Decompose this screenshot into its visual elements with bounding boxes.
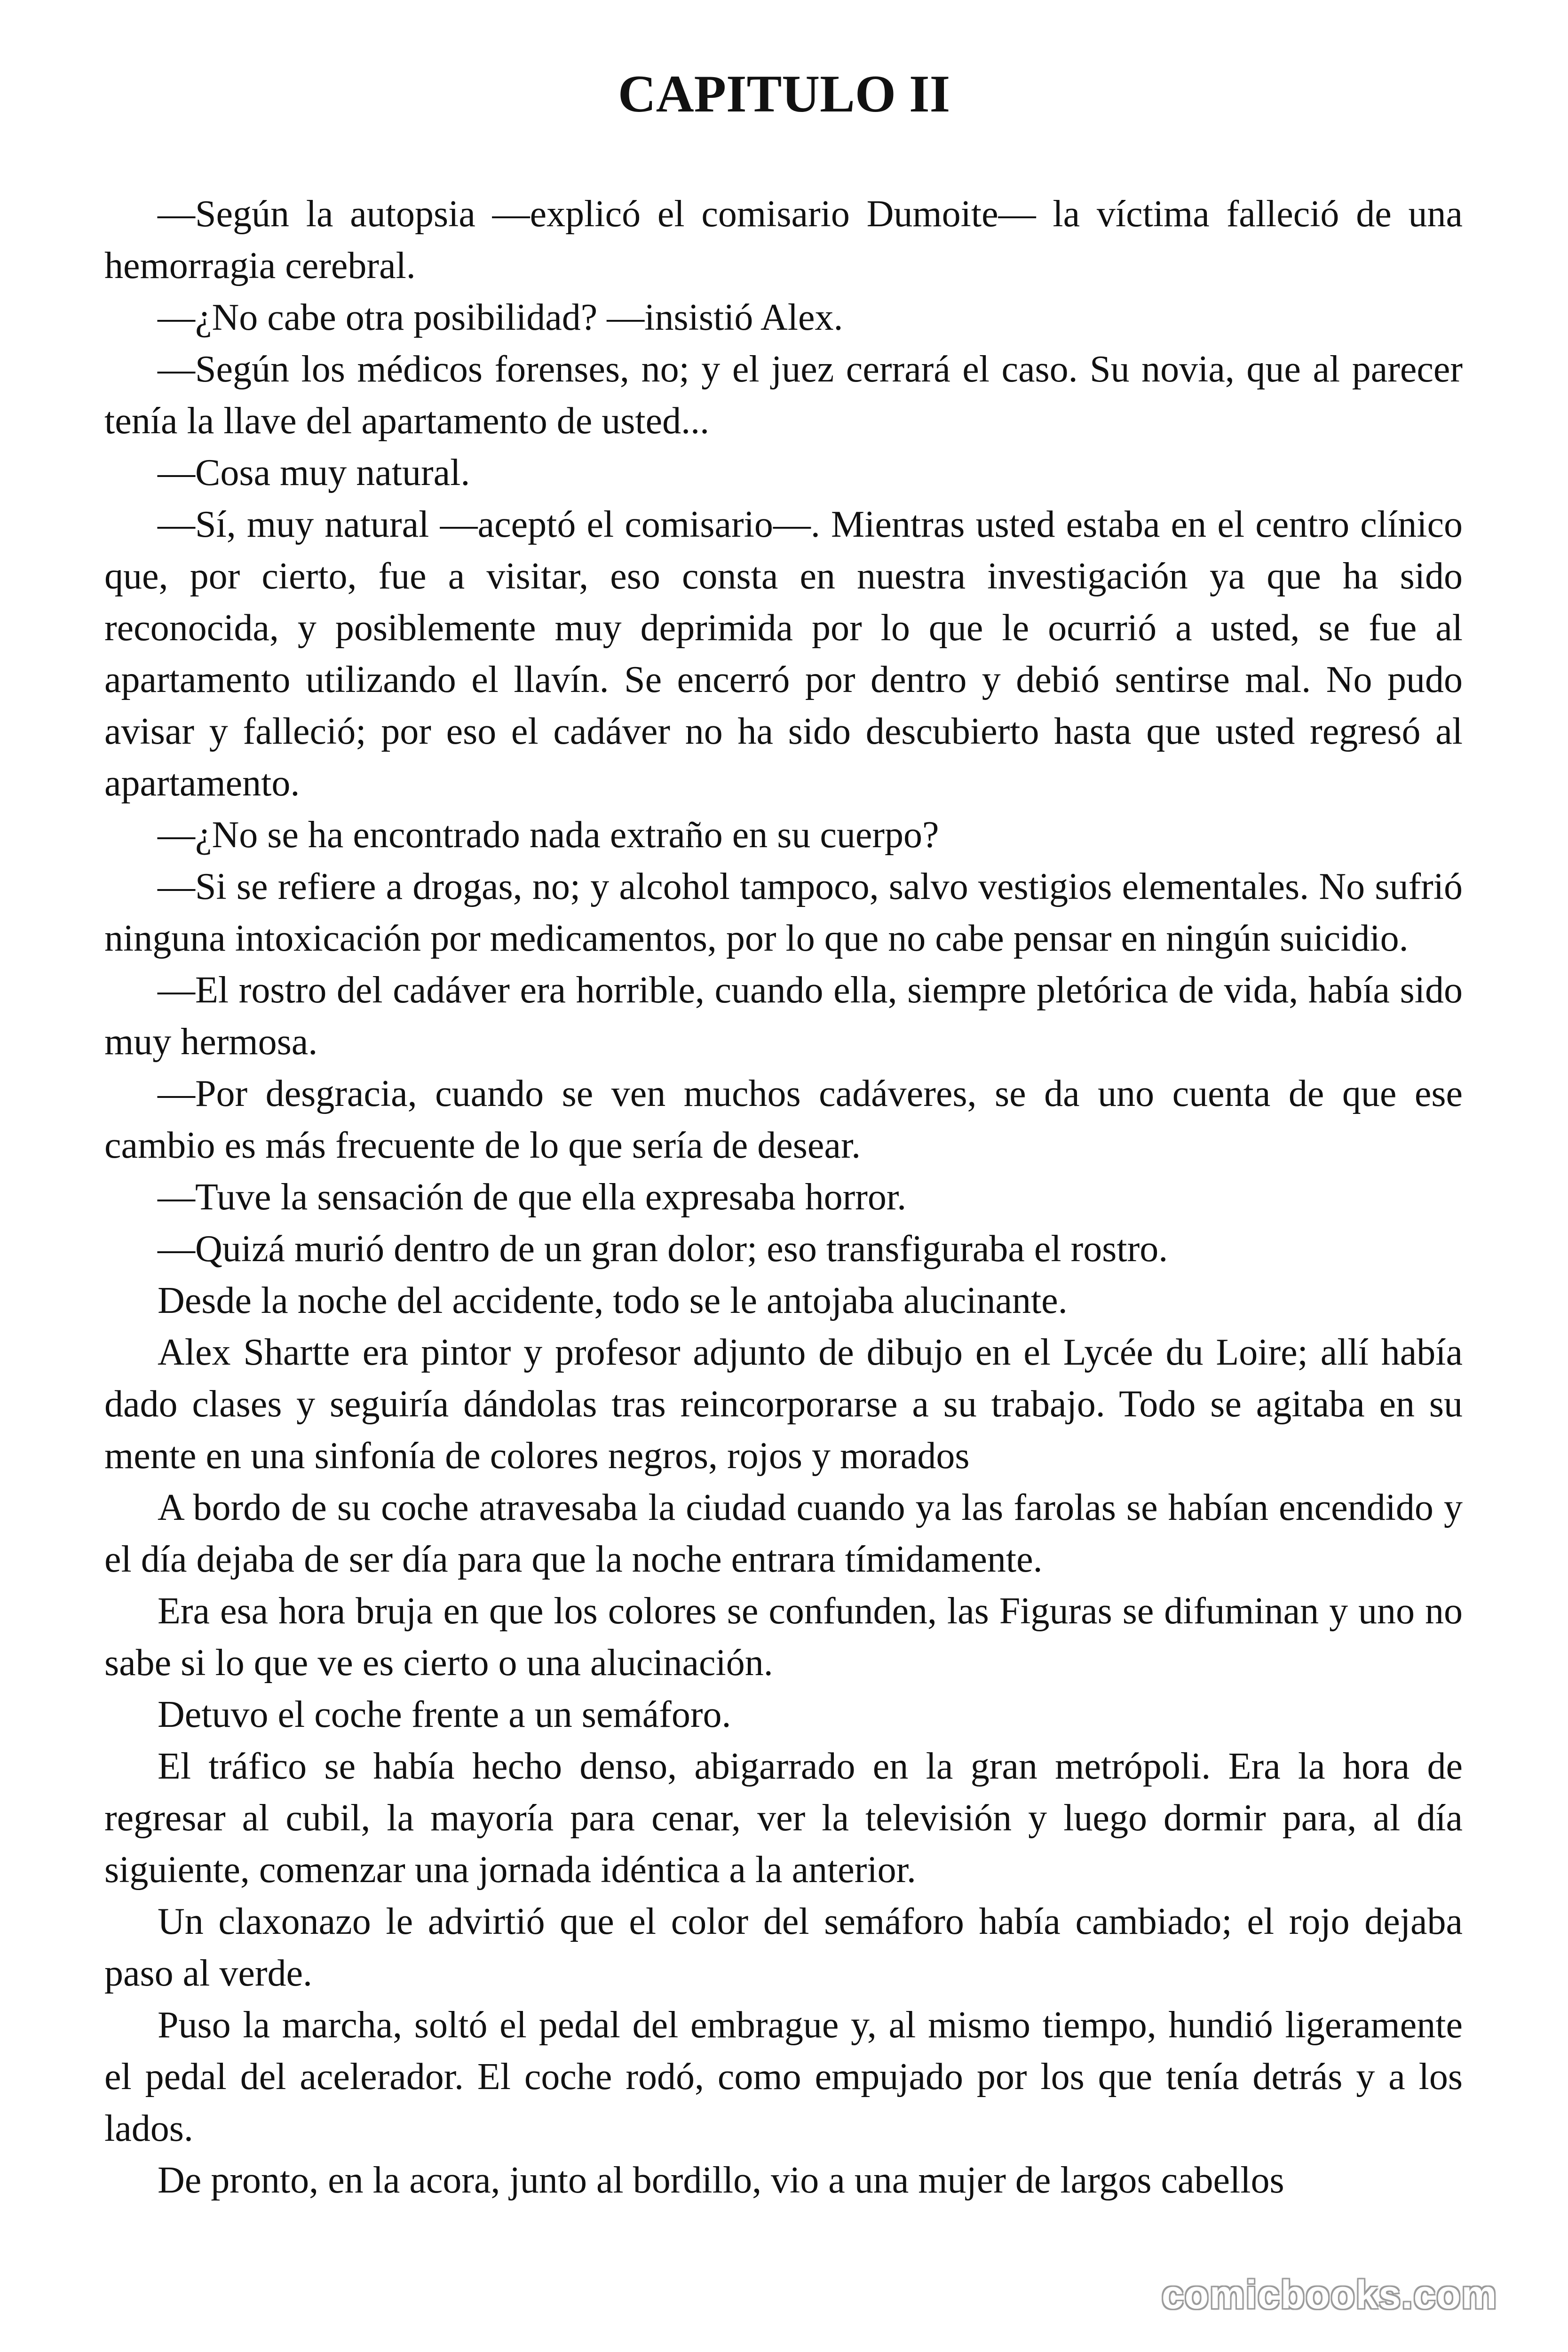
paragraph: El tráfico se había hecho denso, abigarrado en la gran metrópoli. Era la hora de regresar al cubil, la mayoría para cenar, ver la televisión y luego dormir para, al día siguiente, comenzar una jornada idéntica a la anterior. [104, 1746, 1463, 1891]
paragraph: —Quizá murió dentro de un gran dolor; eso transfiguraba el rostro. [158, 1228, 1168, 1270]
paragraph: Un claxonazo le advirtió que el color del semáforo había cambiado; el rojo dejaba paso al verde. [104, 1901, 1463, 1994]
paragraph: A bordo de su coche atravesaba la ciudad cuando ya las farolas se habían encendido y el día dejaba de ser día para que la noche entrara tímidamente. [104, 1487, 1463, 1580]
paragraph: —Según los médicos forenses, no; y el juez cerrará el caso. Su novia, que al parecer tenía la llave del apartamento de usted... [104, 349, 1463, 442]
watermark: comicbooks.com [1162, 2273, 1498, 2317]
paragraph: —¿No se ha encontrado nada extraño en su cuerpo? [158, 814, 939, 856]
paragraph: De pronto, en la acora, junto al bordillo, vio a una mujer de largos cabellos [158, 2160, 1284, 2201]
paragraph: —Cosa muy natural. [158, 452, 470, 493]
paragraph: Desde la noche del accidente, todo se le antojaba alucinante. [158, 1280, 1068, 1321]
paragraph: —Si se refiere a drogas, no; y alcohol tampoco, salvo vestigios elementales. No sufrió ninguna intoxicación por medicamentos, por lo que no cabe pensar en ningún suicidio. [104, 866, 1463, 959]
chapter-title: CAPITULO II [618, 65, 950, 123]
paragraph: —Tuve la sensación de que ella expresaba horror. [158, 1176, 907, 1218]
paragraph: —Según la autopsia —explicó el comisario Dumoite— la víctima falleció de una hemorragia cerebral. [104, 193, 1463, 286]
paragraph: —¿No cabe otra posibilidad? —insistió Alex. [158, 297, 843, 338]
paragraph: Detuvo el coche frente a un semáforo. [158, 1694, 731, 1735]
paragraph: Alex Shartte era pintor y profesor adjunto de dibujo en el Lycée du Loire; allí había dado clases y seguiría dándolas tras reincorporarse a su trabajo. Todo se agitaba en su mente en una sinfonía de colores negros, rojos y morados [104, 1332, 1463, 1477]
paragraph: Era esa hora bruja en que los colores se confunden, las Figuras se difuminan y uno no sabe si lo que ve es cierto o una alucinación. [104, 1590, 1463, 1684]
paragraph: Puso la marcha, soltó el pedal del embrague y, al mismo tiempo, hundió ligeramente el pedal del acelerador. El coche rodó, como empujado por los que tenía detrás y a los lados. [104, 2004, 1463, 2149]
paragraph: —Por desgracia, cuando se ven muchos cadáveres, se da uno cuenta de que ese cambio es más frecuente de lo que sería de desear. [104, 1073, 1463, 1166]
chapter-body [104, 188, 1463, 2206]
paragraph: —Sí, muy natural —aceptó el comisario—. Mientras usted estaba en el centro clínico que, por cierto, fue a visitar, eso consta en nuestra investigación ya que ha sido reconocida, y posiblemente muy deprimida por lo que le ocurrió a usted, se fue al apartamento utilizando el llavín. Se encerró por dentro y debió sentirse mal. No pudo avisar y falleció; por eso el cadáver no ha sido descubierto hasta que usted regresó al apartamento. [104, 504, 1463, 804]
paragraph: —El rostro del cadáver era horrible, cuando ella, siempre pletórica de vida, había sido muy hermosa. [104, 969, 1463, 1063]
